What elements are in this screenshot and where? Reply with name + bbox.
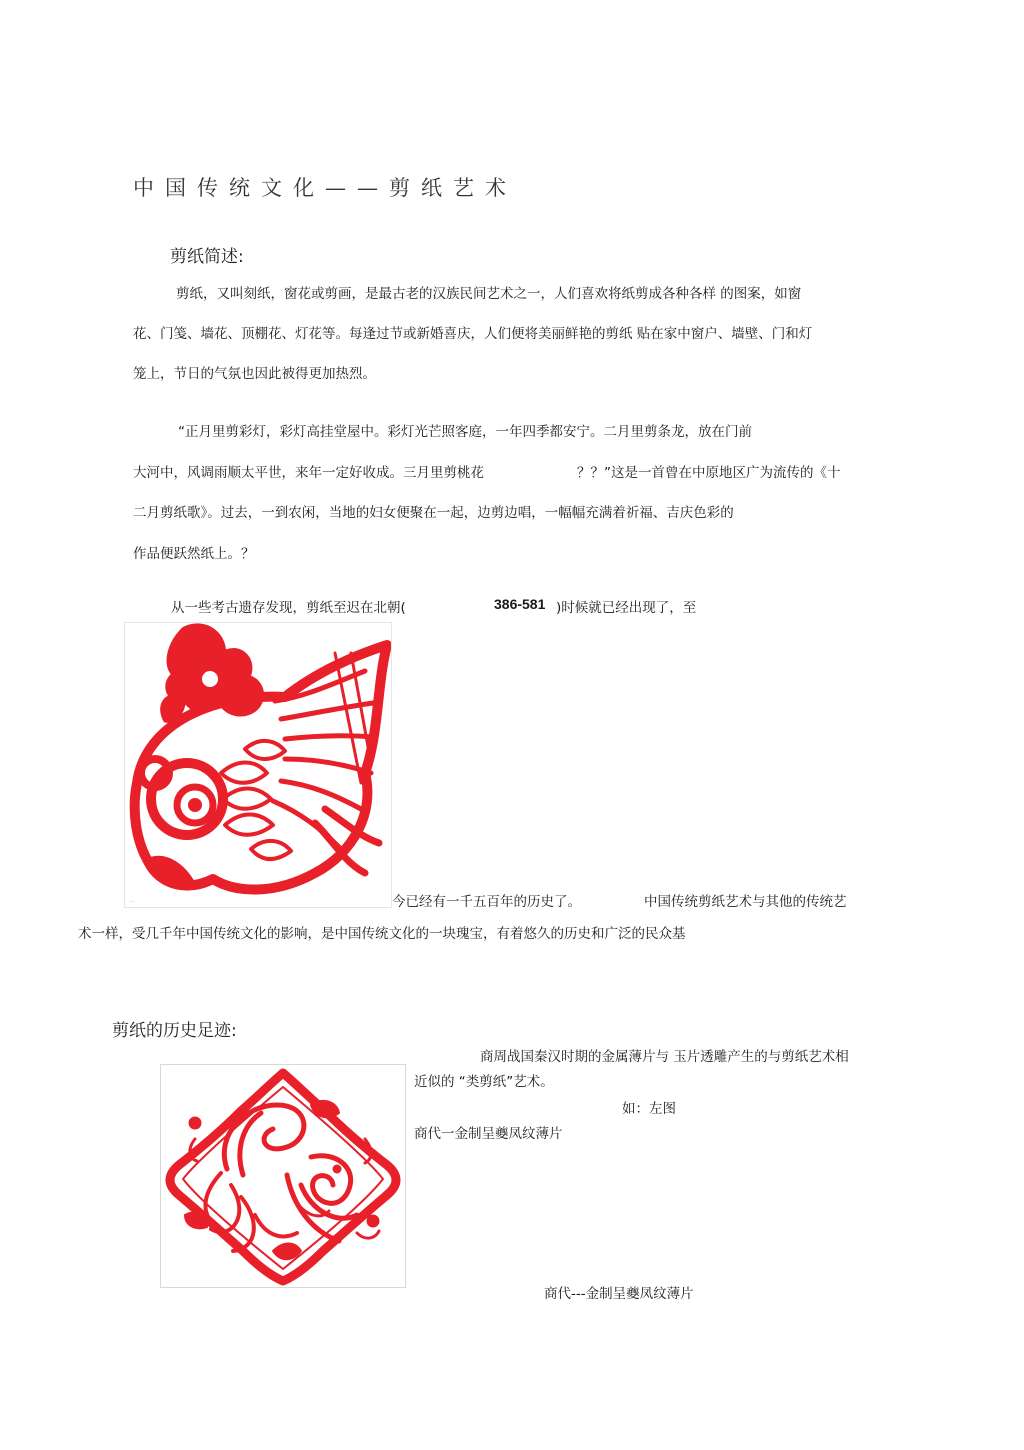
page-title: 中国传统文化——剪纸艺术 bbox=[133, 176, 517, 200]
see-left-text: 如：左图 bbox=[622, 1101, 676, 1117]
overview-line-1: 剪纸，又叫刻纸，窗花或剪画，是最古老的汉族民间艺术之一，人们喜欢将纸剪成各种各样 的图案，如窗 bbox=[176, 286, 802, 302]
history-prefix: 从一些考古遗存发现，剪纸至迟在北朝( bbox=[171, 600, 406, 616]
song-line-2a: 大河中，风调雨顺太平世，来年一定好收成。三月里剪桃花 bbox=[133, 465, 484, 481]
section-heading-history: 剪纸的历史足迹: bbox=[112, 1021, 237, 1041]
history-line-2a: 今已经有一千五百年的历史了。 bbox=[392, 894, 581, 910]
history-years: 386-581 bbox=[494, 596, 546, 612]
overview-line-2: 花、门笺、墙花、顶棚花、灯花等。每逢过节或新婚喜庆，人们便将美丽鲜艳的剪纸 贴在家中窗户、墙壁、门和灯 bbox=[133, 326, 813, 342]
bottom-caption: 商代---金制呈夔凤纹薄片 bbox=[544, 1286, 694, 1302]
phoenix-dragon-paper-cut-graphic bbox=[161, 1065, 405, 1287]
song-line-2b: ？？”这是一首曾在中原地区广为流传的《十 bbox=[577, 465, 841, 481]
history-suffix: )时候就已经出现了，至 bbox=[556, 600, 697, 616]
goldfish-paper-cut-graphic bbox=[125, 623, 391, 907]
inline-caption: 商代一金制呈夔凤纹薄片 bbox=[414, 1126, 563, 1142]
song-line-4: 作品便跃然纸上。？ bbox=[133, 546, 255, 562]
image-watermark: ... bbox=[129, 897, 135, 904]
song-line-3: 二月剪纸歌》。过去，一到农闲，当地的妇女便聚在一起，边剪边唱，一幅幅充满着祈福、吉庆色彩的 bbox=[133, 505, 734, 521]
overview-line-3: 笼上，节日的气氛也因此被得更加热烈。 bbox=[133, 366, 376, 382]
goldfish-paper-cut-image bbox=[124, 622, 392, 908]
section-heading-overview: 剪纸简述: bbox=[170, 247, 244, 267]
history-line-1 bbox=[171, 596, 406, 616]
history-para-line-1: 商周战国秦汉时期的金属薄片与 玉片透雕产生的与剪纸艺术相 bbox=[480, 1049, 849, 1065]
history-para-line-2: 近似的 “类剪纸”艺术。 bbox=[414, 1074, 554, 1090]
song-line-1: “正月里剪彩灯，彩灯高挂堂屋中。彩灯光芒照客庭，一年四季都安宁。二月里剪条龙，放在门前 bbox=[178, 424, 752, 440]
history-line-3: 术一样，受几千年中国传统文化的影响，是中国传统文化的一块瑰宝，有着悠久的历史和广泛的民众基 bbox=[78, 926, 686, 942]
history-line-2b: 中国传统剪纸艺术与其他的传统艺 bbox=[644, 894, 847, 910]
phoenix-dragon-paper-cut-image bbox=[160, 1064, 406, 1288]
